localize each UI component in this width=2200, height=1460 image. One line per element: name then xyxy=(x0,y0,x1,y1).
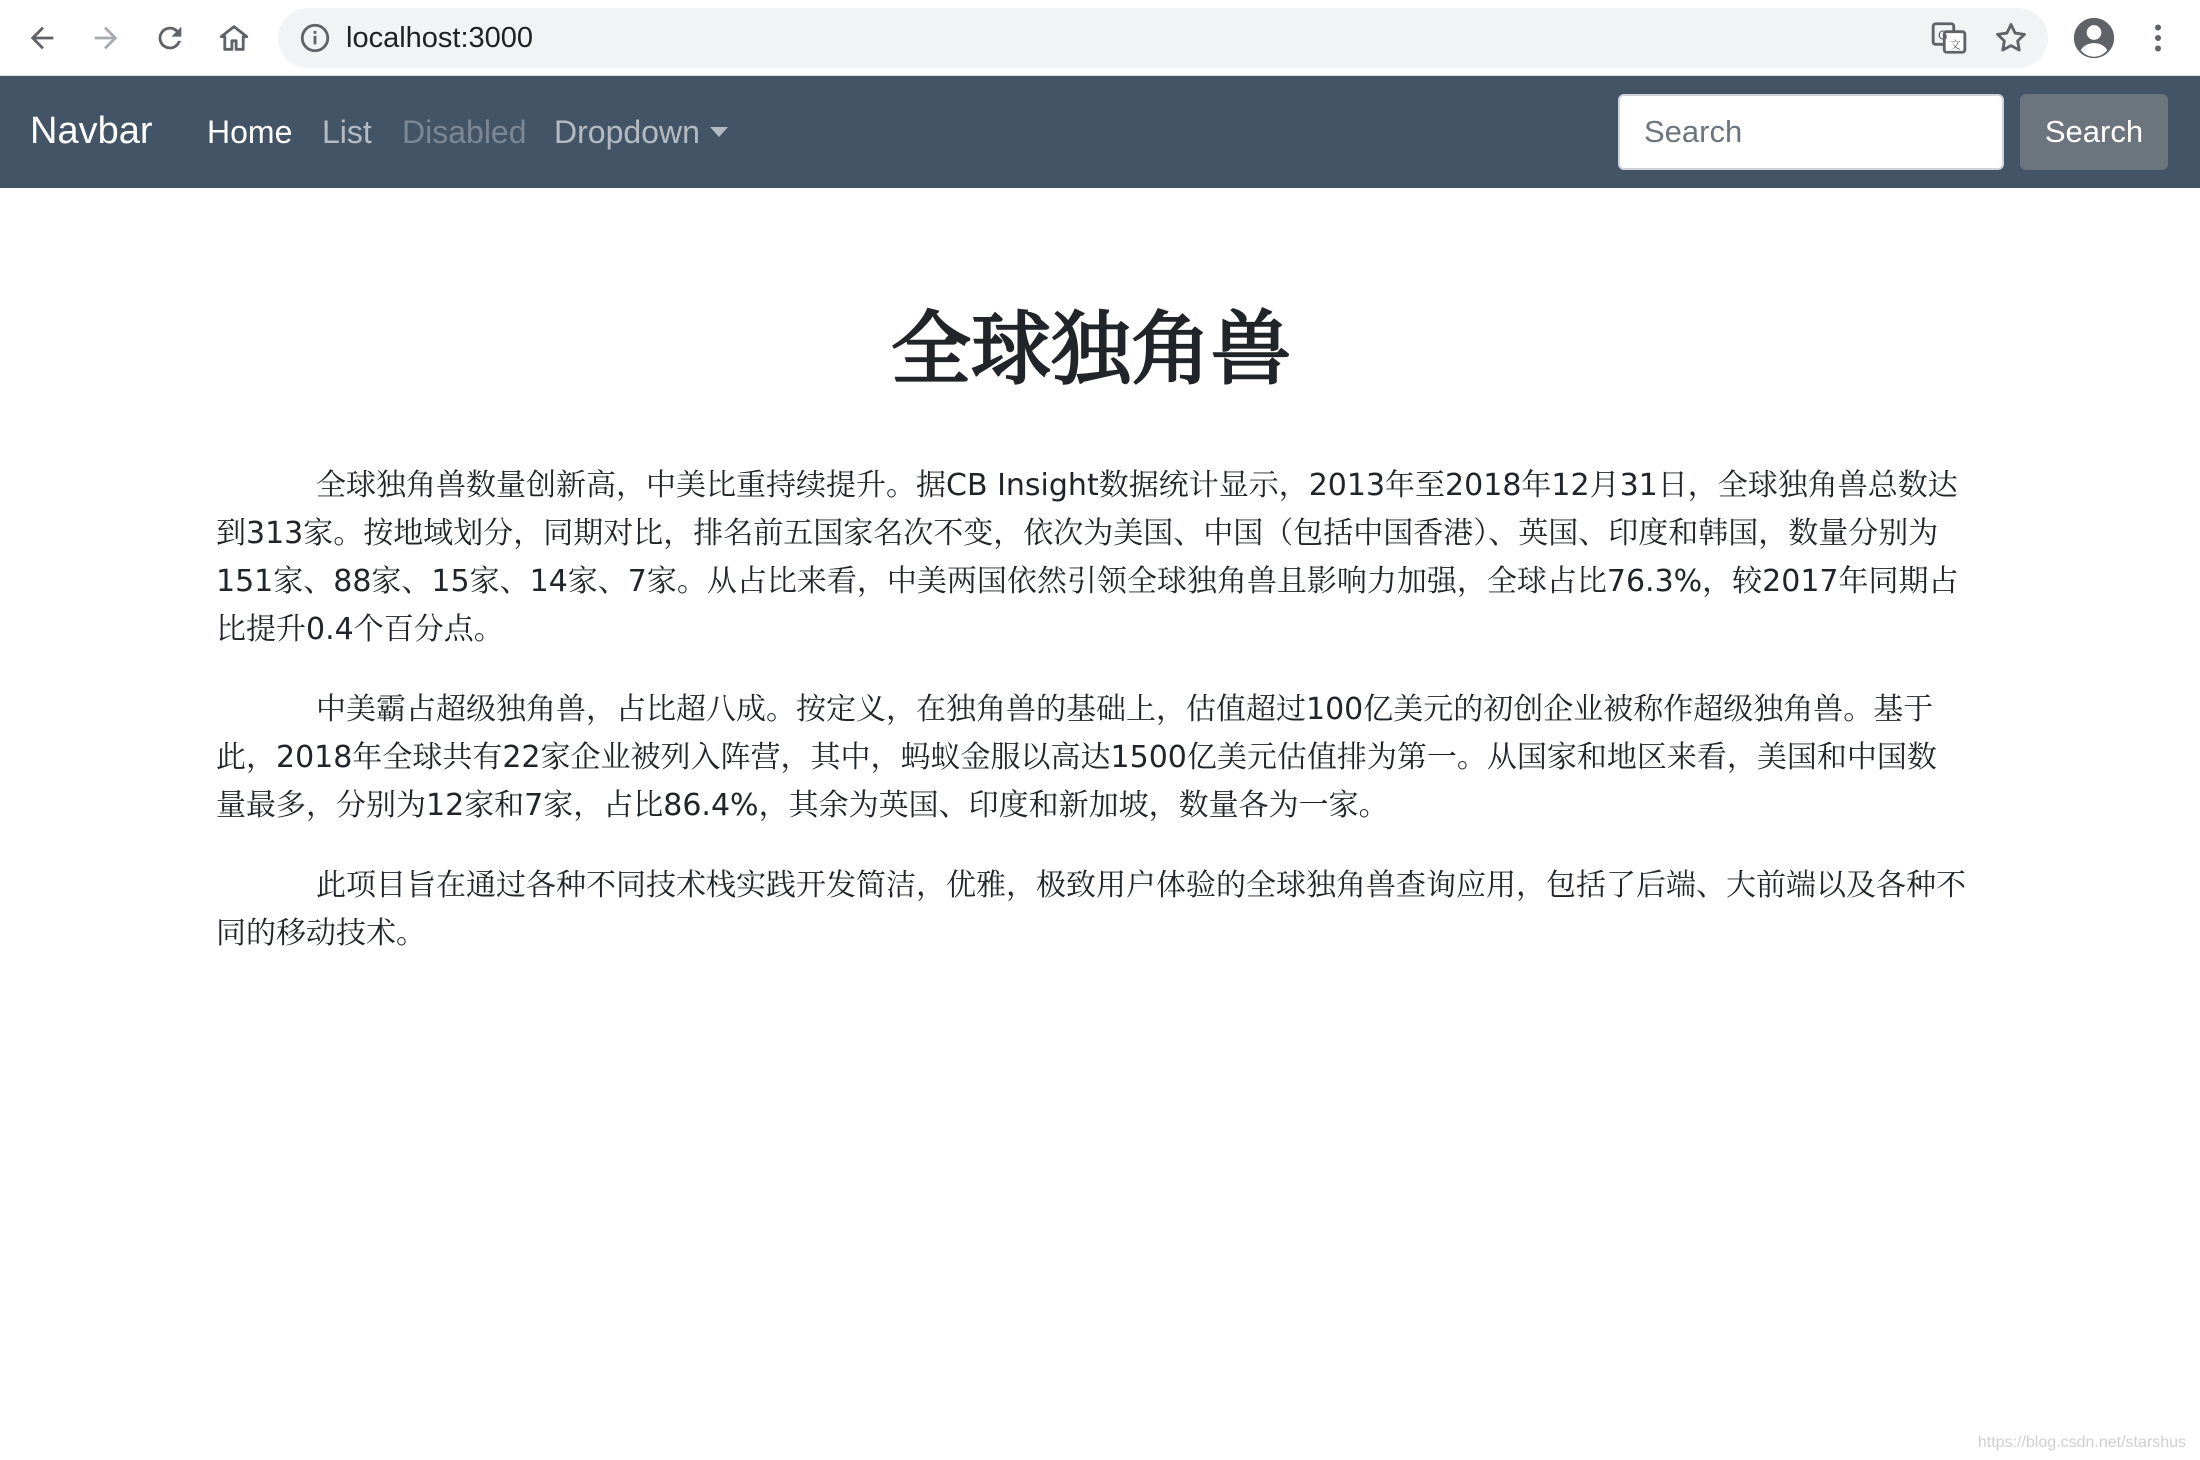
url-text[interactable]: localhost:3000 xyxy=(346,22,534,54)
paragraph-3: 此项目旨在通过各种不同技术栈实践开发简洁，优雅，极致用户体验的全球独角兽查询应用，包括了后端、大前端以及各种不同的移动技术。 xyxy=(216,868,1966,951)
reload-icon[interactable] xyxy=(146,14,194,62)
back-icon[interactable] xyxy=(18,14,66,62)
star-icon[interactable] xyxy=(1992,19,2030,57)
caret-down-icon xyxy=(710,127,728,137)
navbar-brand[interactable]: Navbar xyxy=(30,110,153,152)
account-icon[interactable] xyxy=(2072,16,2116,60)
main-content xyxy=(216,300,1966,958)
nav-dropdown-label: Dropdown xyxy=(554,114,700,150)
address-bar[interactable] xyxy=(278,8,2048,68)
search-input[interactable] xyxy=(1618,94,2004,170)
browser-toolbar xyxy=(0,0,2200,76)
svg-text:文: 文 xyxy=(1949,38,1961,52)
nav-dropdown[interactable] xyxy=(554,110,728,154)
watermark: https://blog.csdn.net/starshus xyxy=(1977,1434,2186,1451)
paragraph-1: 全球独角兽数量创新高，中美比重持续提升。据CB Insight数据统计显示，2013年至2018年12月31日，全球独角兽总数达到313家。按地域划分，同期对比，排名前五国家名次不变，依次为美国、中国（包括中国香港）、英国、印度和韩国，数量分别为151家、88家、15家、14家、7家。从占比来看，中美两国依然引领全球独角兽且影响力加强，全球占比76.3%，较2017年同期占比提升0.4个百分点。 xyxy=(216,468,1959,647)
forward-icon[interactable] xyxy=(82,14,130,62)
nav-link-disabled: Disabled xyxy=(402,114,527,150)
nav-link-list[interactable]: List xyxy=(322,114,372,150)
info-icon[interactable] xyxy=(298,21,332,55)
nav-link-home[interactable]: Home xyxy=(207,114,293,150)
translate-icon[interactable] xyxy=(1930,19,1968,57)
svg-text:G: G xyxy=(1937,27,1948,43)
navbar xyxy=(0,76,2200,188)
search-button[interactable]: Search xyxy=(2020,94,2168,170)
page-title: 全球独角兽 xyxy=(891,303,1291,396)
paragraph-2: 中美霸占超级独角兽，占比超八成。按定义，在独角兽的基础上，估值超过100亿美元的初创企业被称作超级独角兽。基于此，2018年全球共有22家企业被列入阵营，其中，蚂蚁金服以高达1500亿美元估值排为第一。从国家和地区来看，美国和中国数量最多，分别为12家和7家，占比86.4%，其余为英国、印度和新加坡，数量各为一家。 xyxy=(216,692,1937,823)
more-icon[interactable] xyxy=(2140,20,2176,56)
home-icon[interactable] xyxy=(210,14,258,62)
